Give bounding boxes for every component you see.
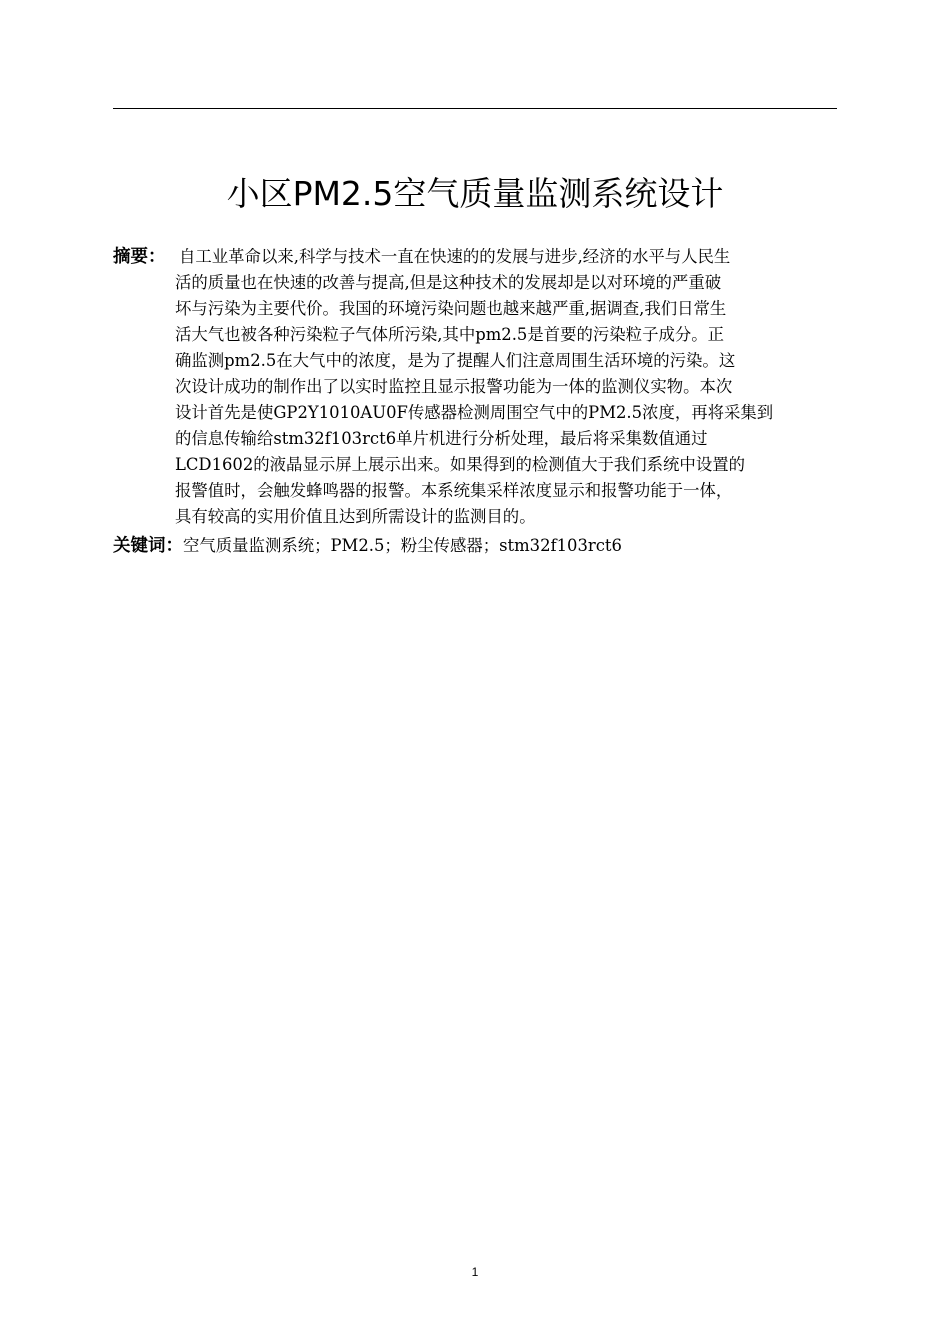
- abstract-label: 摘要：: [113, 247, 166, 267]
- abstract-line: 具有较高的实用价值且达到所需设计的监测目的。: [175, 507, 536, 526]
- keywords-text: 空气质量监测系统；PM2.5；粉尘传感器；stm32f103rct6: [183, 536, 622, 555]
- abstract-line: 活大气也被各种污染粒子气体所污染,其中pm2.5是首要的污染粒子成分。正: [175, 325, 725, 344]
- abstract-line: 坏与污染为主要代价。我国的环境污染问题也越来越严重,据调查,我们日常生: [175, 299, 727, 318]
- keywords-label: 关键词：: [113, 536, 183, 556]
- abstract-line: 确监测pm2.5在大气中的浓度，是为了提醒人们注意周围生活环境的污染。这: [175, 351, 736, 370]
- keywords-section: [113, 533, 622, 559]
- document-title: 小区PM2.5空气质量监测系统设计: [226, 174, 724, 213]
- abstract-line: 设计首先是使GP2Y1010AU0F传感器检测周围空气中的PM2.5浓度，再将采集到: [175, 403, 774, 422]
- abstract-line: 次设计成功的制作出了以实时监控且显示报警功能为一体的监测仪实物。本次: [175, 377, 733, 396]
- header-rule: [113, 108, 837, 109]
- abstract-line: 报警值时，会触发蜂鸣器的报警。本系统集采样浓度显示和报警功能于一体，: [175, 481, 733, 500]
- abstract-line: LCD1602的液晶显示屏上展示出来。如果得到的检测值大于我们系统中设置的: [175, 455, 745, 474]
- page-number: 1: [471, 1265, 479, 1279]
- abstract-line: 活的质量也在快速的改善与提高,但是这种技术的发展却是以对环境的严重破: [175, 273, 722, 292]
- abstract-line: 自工业革命以来,科学与技术一直在快速的的发展与进步,经济的水平与人民生: [179, 247, 731, 266]
- abstract-line: 的信息传输给stm32f103rct6单片机进行分析处理，最后将采集数值通过: [175, 429, 708, 448]
